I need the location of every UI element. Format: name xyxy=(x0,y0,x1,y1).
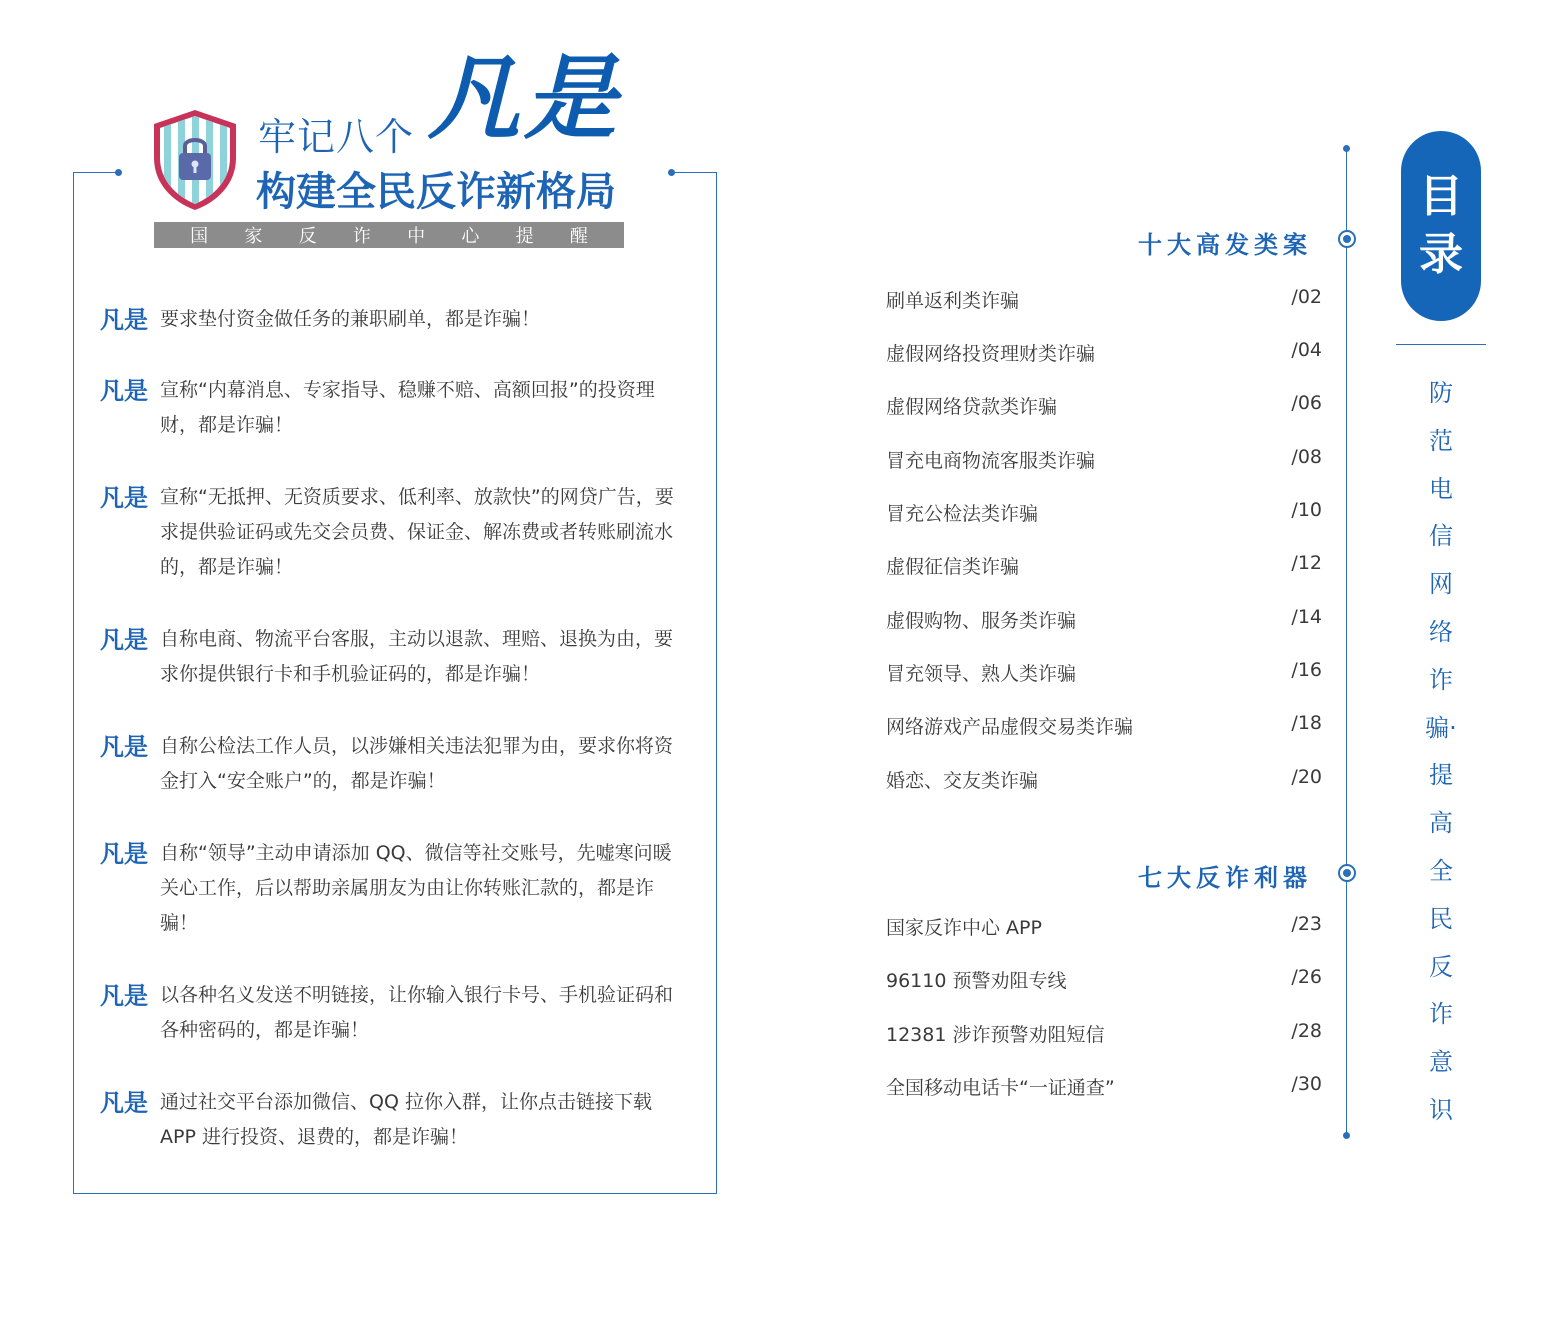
toc-item[interactable] xyxy=(886,712,1322,742)
toc-item-page: /12 xyxy=(1291,552,1322,574)
rule-text: 自称电商、物流平台客服，主动以退款、理赔、退换为由，要求你提供银行卡和手机验证码的，都是诈骗！ xyxy=(160,628,674,685)
toc-item[interactable] xyxy=(886,606,1322,636)
panel-border-dot xyxy=(115,169,122,176)
toc-item[interactable] xyxy=(886,286,1322,316)
toc-item-title: 冒充公检法类诈骗 xyxy=(886,503,1039,525)
title-fanshi-calligraphy: 凡是 xyxy=(428,44,621,152)
badge-divider xyxy=(1396,344,1486,345)
toc-label-char: 录 xyxy=(1419,229,1463,280)
subtitle-char: 提 xyxy=(515,226,534,247)
shield-lock-icon xyxy=(150,108,240,212)
toc-timeline xyxy=(1346,148,1347,1136)
rule-text: 自称公检法工作人员，以涉嫌相关违法犯罪为由，要求你将资金打入“安全账户”的，都是诈骗！ xyxy=(160,735,674,792)
subtitle-char: 诈 xyxy=(352,226,371,247)
subtitle-char: 心 xyxy=(461,226,480,247)
toc-item-page: /26 xyxy=(1291,966,1322,988)
toc-label-badge xyxy=(1401,131,1481,321)
rule-text: 以各种名义发送不明链接，让你输入银行卡号、手机验证码和各种密码的，都是诈骗！ xyxy=(160,984,674,1041)
rule-keyword: 凡是 xyxy=(100,377,148,405)
panel-border-right xyxy=(716,172,717,1194)
toc-item-page: /14 xyxy=(1291,606,1322,628)
panel-border-bottom xyxy=(73,1193,717,1194)
toc-item[interactable] xyxy=(886,1020,1322,1050)
toc-item-title: 婚恋、交友类诈骗 xyxy=(886,770,1039,792)
toc-item-page: /04 xyxy=(1291,339,1322,361)
vertical-slogan: 防范电信网络诈骗·提高全民反诈意识 xyxy=(1425,379,1457,1124)
timeline-dot xyxy=(1343,145,1350,152)
toc-item[interactable] xyxy=(886,552,1322,582)
toc-item-page: /30 xyxy=(1291,1073,1322,1095)
section-marker-icon xyxy=(1338,864,1356,882)
subtitle-char: 国 xyxy=(190,226,209,247)
rule-keyword: 凡是 xyxy=(100,840,148,868)
toc-section-title: 七大反诈利器 xyxy=(1138,864,1312,892)
toc-item-title: 虚假购物、服务类诈骗 xyxy=(886,610,1077,632)
toc-item-page: /06 xyxy=(1291,392,1322,414)
toc-item-title: 刷单返利类诈骗 xyxy=(886,290,1020,312)
toc-item-page: /18 xyxy=(1291,712,1322,734)
toc-item[interactable] xyxy=(886,392,1322,422)
toc-item-title: 全国移动电话卡“一证通查” xyxy=(886,1077,1115,1099)
toc-item-page: /23 xyxy=(1291,913,1322,935)
rule-text: 宣称“内幕消息、专家指导、稳赚不赔、高额回报”的投资理财，都是诈骗！ xyxy=(160,379,655,436)
title-line-1: 牢记八个 xyxy=(258,115,415,159)
toc-item-title: 96110 预警劝阻专线 xyxy=(886,970,1067,992)
toc-item[interactable] xyxy=(886,659,1322,689)
toc-item-title: 12381 涉诈预警劝阻短信 xyxy=(886,1024,1105,1046)
toc-item[interactable] xyxy=(886,966,1322,996)
rule-text: 宣称“无抵押、无资质要求、低利率、放款快”的网贷广告，要求提供验证码或先交会员费、保证金、解冻费或者转账刷流水的，都是诈骗！ xyxy=(160,486,674,578)
panel-border-top-right xyxy=(671,172,717,173)
toc-item-page: /20 xyxy=(1291,766,1322,788)
timeline-dot xyxy=(1343,1132,1350,1139)
toc-item-page: /10 xyxy=(1291,499,1322,521)
toc-item[interactable] xyxy=(886,446,1322,476)
rule-text: 自称“领导”主动申请添加 QQ、微信等社交账号，先嘘寒问暖关心工作，后以帮助亲属朋友为由让你转账汇款的，都是诈骗！ xyxy=(160,842,672,934)
rule-keyword: 凡是 xyxy=(100,484,148,512)
rule-keyword: 凡是 xyxy=(100,982,148,1010)
toc-label-char: 目 xyxy=(1419,171,1463,222)
toc-item[interactable] xyxy=(886,339,1322,369)
toc-item-title: 冒充领导、熟人类诈骗 xyxy=(886,663,1077,685)
toc-item[interactable] xyxy=(886,913,1322,943)
toc-item[interactable] xyxy=(886,499,1322,529)
toc-item-title: 虚假网络贷款类诈骗 xyxy=(886,396,1058,418)
panel-border-dot xyxy=(668,169,675,176)
toc-item-title: 国家反诈中心 APP xyxy=(886,917,1042,939)
rule-text: 要求垫付资金做任务的兼职刷单，都是诈骗！ xyxy=(160,308,541,330)
subtitle-char: 醒 xyxy=(569,226,588,247)
rule-keyword: 凡是 xyxy=(100,733,148,761)
toc-item-title: 虚假征信类诈骗 xyxy=(886,556,1020,578)
toc-item-page: /08 xyxy=(1291,446,1322,468)
title-line-2: 构建全民反诈新格局 xyxy=(256,169,616,215)
rule-keyword: 凡是 xyxy=(100,1089,148,1117)
rule-keyword: 凡是 xyxy=(100,626,148,654)
panel-border-top-left xyxy=(73,172,118,173)
toc-item[interactable] xyxy=(886,766,1322,796)
subtitle-char: 家 xyxy=(244,226,263,247)
toc-item-title: 冒充电商物流客服类诈骗 xyxy=(886,450,1096,472)
toc-item-page: /16 xyxy=(1291,659,1322,681)
rule-keyword: 凡是 xyxy=(100,306,148,334)
toc-section-title: 十大高发类案 xyxy=(1138,231,1312,259)
subtitle-char: 反 xyxy=(298,226,317,247)
toc-item[interactable] xyxy=(886,1073,1322,1103)
toc-item-page: /28 xyxy=(1291,1020,1322,1042)
toc-item-title: 网络游戏产品虚假交易类诈骗 xyxy=(886,716,1134,738)
panel-border-left xyxy=(73,172,74,1194)
toc-item-title: 虚假网络投资理财类诈骗 xyxy=(886,343,1096,365)
toc-item-page: /02 xyxy=(1291,286,1322,308)
subtitle-bar xyxy=(154,222,624,248)
section-marker-icon xyxy=(1338,230,1356,248)
subtitle-char: 中 xyxy=(407,226,426,247)
rule-text: 通过社交平台添加微信、QQ 拉你入群，让你点击链接下载 APP 进行投资、退费的，都是诈骗！ xyxy=(160,1091,652,1148)
